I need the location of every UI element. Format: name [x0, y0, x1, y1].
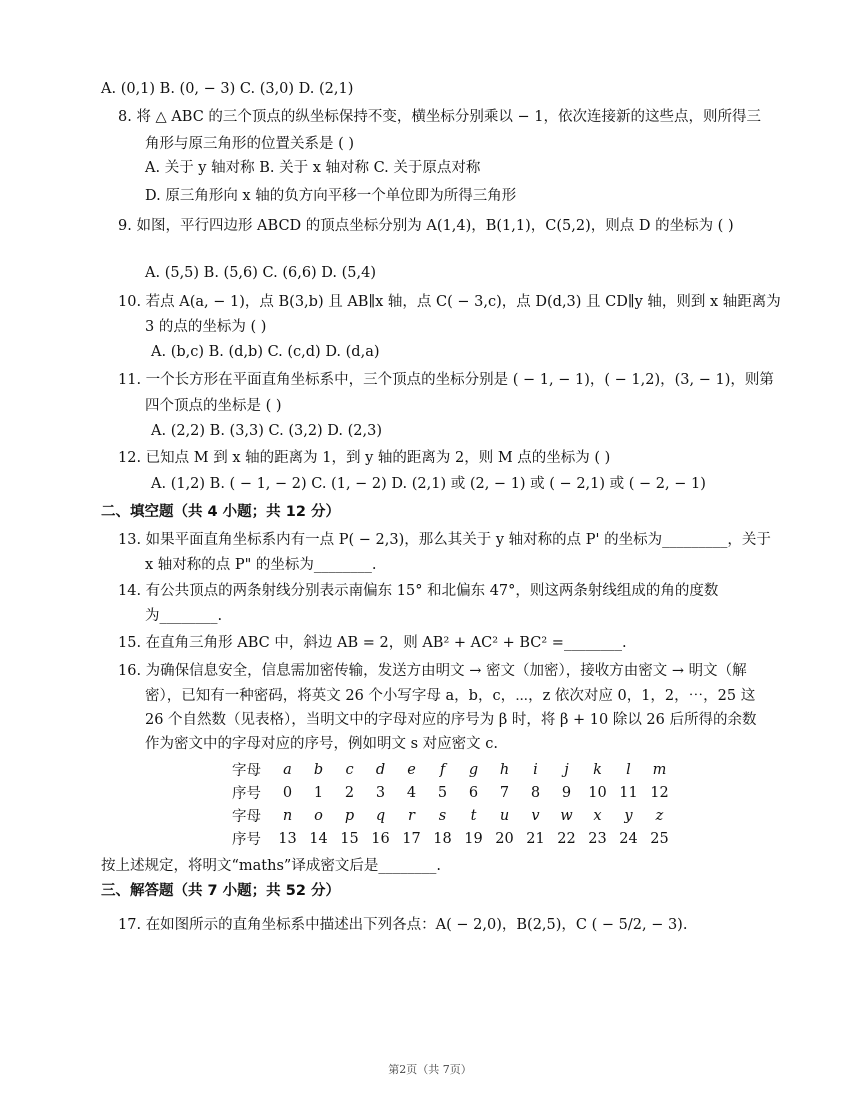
table-row: [232, 827, 675, 850]
row-label: 字母: [232, 763, 261, 779]
cell: q: [375, 807, 386, 824]
row-label: 字母: [232, 809, 261, 825]
q13-line1: 13. 如果平面直角坐标系内有一点 P( − 2,3)，那么其关于 y 轴对称的点 P' 的坐标为_________，关于: [118, 532, 771, 548]
q10-stem-line2: 3 的点的坐标为 ( ): [145, 319, 267, 335]
cell: 23: [588, 830, 607, 847]
q9-stem: 9. 如图，平行四边形 ABCD 的顶点坐标分别为 A(1,4)，B(1,1)，C(5,2)，则点 D 的坐标为 ( ): [118, 218, 734, 234]
cell: 7: [499, 784, 510, 801]
cell: d: [375, 761, 386, 778]
cell: x: [593, 807, 602, 824]
cell: 0: [282, 784, 293, 801]
cell: t: [470, 807, 477, 824]
q14-line2: 为________.: [145, 608, 223, 624]
cell: g: [468, 761, 479, 778]
row-label: 序号: [232, 832, 261, 848]
q8-stem-line2: 角形与原三角形的位置关系是 ( ): [145, 136, 355, 152]
cell: l: [626, 761, 631, 778]
row-label: 序号: [232, 786, 261, 802]
cell: 11: [619, 784, 638, 801]
q16-line3: 26 个自然数（见表格），当明文中的字母对应的序号为 β 时，将 β + 10 除以 26 后所得的余数: [145, 712, 757, 728]
cell: e: [407, 761, 416, 778]
q13-line2: x 轴对称的点 P" 的坐标为________.: [145, 557, 377, 573]
q8-options-abc: A. 关于 y 轴对称 B. 关于 x 轴对称 C. 关于原点对称: [145, 160, 481, 176]
cell: n: [282, 807, 293, 824]
q8-stem-line1: 8. 将 △ ABC 的三个顶点的纵坐标保持不变，横坐标分别乘以 − 1，依次连接新的这些点，则所得三: [118, 109, 762, 125]
cell: a: [283, 761, 292, 778]
q9-options: A. (5,5) B. (5,6) C. (6,6) D. (5,4): [145, 265, 377, 281]
cell: 8: [530, 784, 541, 801]
cell: 5: [437, 784, 448, 801]
cell: i: [533, 761, 538, 778]
cell: u: [499, 807, 510, 824]
cell: s: [438, 807, 447, 824]
page-footer: 第2页（共 7页）: [388, 1063, 472, 1076]
q16-line2: 密），已知有一种密码，将英文 26 个小写字母 a，b，c，⋯，z 依次对应 0，1，2，⋯，25 这: [145, 688, 756, 704]
cell: 16: [371, 830, 390, 847]
table-row: [232, 781, 675, 804]
cell: 10: [588, 784, 607, 801]
cell: o: [314, 807, 323, 824]
cell: 18: [433, 830, 452, 847]
cell: w: [560, 807, 573, 824]
cell: 19: [464, 830, 483, 847]
q14-line1: 14. 有公共顶点的两条射线分别表示南偏东 15° 和北偏东 47°，则这两条射线组成的角的度数: [118, 583, 719, 599]
cell: r: [408, 807, 415, 824]
cell: 9: [561, 784, 572, 801]
cell: 14: [309, 830, 328, 847]
cell: 1: [313, 784, 324, 801]
cell: 22: [557, 830, 576, 847]
q17: 17. 在如图所示的直角坐标系中描述出下列各点：A( − 2,0)，B(2,5)，C ( − 5/2, − 3).: [118, 917, 688, 933]
cell: c: [345, 761, 354, 778]
cell: h: [499, 761, 510, 778]
cell: 6: [468, 784, 479, 801]
cell: y: [624, 807, 633, 824]
q10-stem-line1: 10. 若点 A(a, − 1)，点 B(3,b) 且 AB∥x 轴，点 C( − 3,c)，点 D(d,3) 且 CD∥y 轴，则到 x 轴距离为: [118, 294, 781, 310]
cell: 4: [406, 784, 417, 801]
q16-line1: 16. 为确保信息安全，信息需加密传输，发送方由明文 → 密文（加密），接收方由密文 → 明文（解: [118, 663, 747, 679]
cell: 25: [650, 830, 669, 847]
q7-options: A. (0,1) B. (0, − 3) C. (3,0) D. (2,1): [101, 81, 354, 97]
cell: 12: [650, 784, 669, 801]
cell: m: [652, 761, 667, 778]
q16-question: 按上述规定，将明文“maths”译成密文后是________.: [101, 858, 441, 874]
cell: j: [564, 761, 569, 778]
cell: 13: [278, 830, 297, 847]
cell: 15: [340, 830, 359, 847]
cell: 17: [402, 830, 421, 847]
q8-option-d: D. 原三角形向 x 轴的负方向平移一个单位即为所得三角形: [145, 188, 517, 204]
table-row: [232, 758, 675, 781]
cell: 3: [375, 784, 386, 801]
q10-options: A. (b,c) B. (d,b) C. (c,d) D. (d,a): [151, 344, 380, 360]
cell: f: [439, 761, 446, 778]
cell: z: [655, 807, 664, 824]
cipher-table: [232, 758, 675, 850]
section-solve: 三、解答题（共 7 小题；共 52 分）: [101, 883, 340, 899]
cell: 2: [344, 784, 355, 801]
q11-stem-line2: 四个顶点的坐标是 ( ): [145, 398, 282, 414]
q11-options: A. (2,2) B. (3,3) C. (3,2) D. (2,3): [151, 423, 383, 439]
cell: 21: [526, 830, 545, 847]
q15: 15. 在直角三角形 ABC 中，斜边 AB = 2，则 AB² + AC² + BC² =________.: [118, 635, 627, 651]
table-row: [232, 804, 675, 827]
cell: b: [313, 761, 324, 778]
q11-stem-line1: 11. 一个长方形在平面直角坐标系中，三个顶点的坐标分别是 ( − 1, − 1)，( − 1,2)，(3, − 1)，则第: [118, 372, 774, 388]
cell: 20: [495, 830, 514, 847]
q12-stem: 12. 已知点 M 到 x 轴的距离为 1，到 y 轴的距离为 2，则 M 点的坐标为 ( ): [118, 450, 611, 466]
cell: v: [531, 807, 540, 824]
cell: 24: [619, 830, 638, 847]
section-fill-in: 二、填空题（共 4 小题；共 12 分）: [101, 504, 340, 520]
cell: p: [344, 807, 355, 824]
cell: k: [593, 761, 602, 778]
q12-options: A. (1,2) B. ( − 1, − 2) C. (1, − 2) D. (2,1) 或 (2, − 1) 或 ( − 2,1) 或 ( − 2, − 1): [151, 476, 706, 492]
q16-line4: 作为密文中的字母对应的序号，例如明文 s 对应密文 c.: [145, 736, 498, 752]
